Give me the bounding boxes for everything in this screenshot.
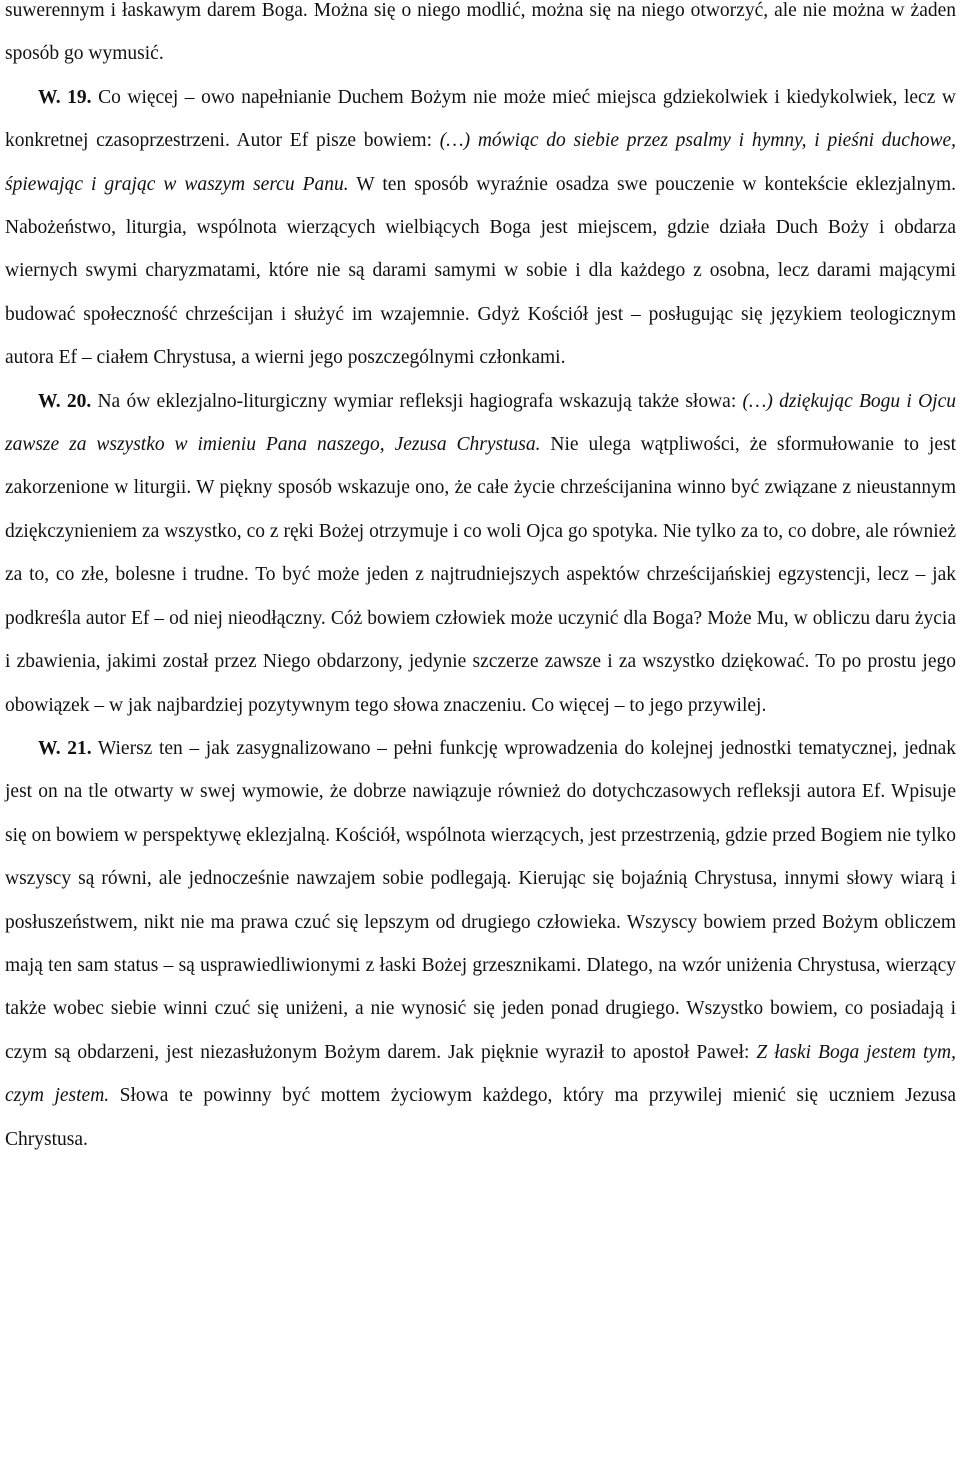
scripture-quote: (…) mówiąc do siebie przez psalmy i hymny, i pieśni duchowe, śpiewając i grając w waszym sercu Panu.	[5, 130, 956, 195]
paragraph-verse-19	[5, 76, 956, 380]
paragraph-text: Wiersz ten – jak zasygnalizowano – pełni funkcję wprowadzenia do kolejnej jednostki tematycznej, jednak jest on na tle otwarty w swej wymowie, że dobrze nawiązuje również do dotychczasowych refleksji autora Ef. Wpisuje się on bowiem w perspektywę eklezjalną. Kościół, wspólnota wierzących, jest przestrzenią, gdzie przed Bogiem nie tylko wszyscy są równi, ale jednocześnie nawzajem sobie podlegają. Kierując się bojaźnią Chrystusa, innymi słowy wiarą i posłuszeństwem, nikt nie ma prawa czuć się lepszym od drugiego człowieka. Wszyscy bowiem przed Bożym obliczem mają ten sam status – są usprawiedliwionymi z łaski Bożej grzesznikami. Dlatego, na wzór uniżenia Chrystusa, wierzący także wobec siebie winni czuć się uniżeni, a nie wynosić się jeden ponad drugiego. Wszystko bowiem, co posiadają i czym są obdarzeni, jest niezasłużonym Bożym darem. Jak pięknie wyraził to apostoł Paweł:	[5, 737, 956, 1063]
verse-number: W. 19.	[38, 86, 92, 108]
paragraph-text: Nie ulega wątpliwości, że sformułowanie to jest zakorzenione w liturgii. W piękny sposób wskazuje ono, że całe życie chrześcijanina winno być związane z nieustannym dziękczynieniem za wszystko, co z ręki Bożej otrzymuje i co woli Ojca go spotyka. Nie tylko za to, co dobre, ale również za to, co złe, bolesne i trudne. To być może jeden z najtrudniejszych aspektów chrześcijańskiej egzystencji, lecz – jak podkreśla autor Ef – od niej nieodłączny. Cóż bowiem człowiek może uczynić dla Boga? Może Mu, w obliczu daru życia i zbawienia, jakimi został przez Niego obdarzony, jedynie szczerze zawsze i za wszystko dziękować. To po prostu jego obowiązek – w jak najbardziej pozytywnym tego słowa znaczeniu. Co więcej – to jego przywilej.	[5, 434, 956, 716]
paragraph-text: W ten sposób wyraźnie osadza swe pouczenie w kontekście eklezjalnym. Nabożeństwo, liturgia, wspólnota wierzących wielbiących Boga jest miejscem, gdzie działa Duch Boży i obdarza wiernych swymi charyzmatami, które nie są darami samymi w sobie i dla każdego z osobna, lecz darami mającymi budować społeczność chrześcijan i służyć im wzajemnie. Gdyż Kościół jest – posługując się językiem teologicznym autora Ef – ciałem Chrystusa, a wierni jego poszczególnymi członkami.	[5, 173, 957, 369]
verse-number: W. 20.	[38, 390, 92, 412]
paragraph-continuation	[5, 0, 956, 76]
paragraph-text: suwerennym i łaskawym darem Boga. Można się o niego modlić, można się na niego otworzyć, ale nie można w żaden sposób go wymusić.	[5, 0, 956, 65]
verse-number: W. 21.	[38, 737, 92, 759]
paragraph-text: Co więcej – owo napełnianie Duchem Bożym nie może mieć miejsca gdziekolwiek i kiedykolwiek, lecz w konkretnej czasoprzestrzeni. Autor Ef pisze bowiem:	[5, 86, 956, 152]
paragraph-text: Słowa te powinny być mottem życiowym każdego, który ma przywilej mienić się uczniem Jezusa Chrystusa.	[5, 1085, 956, 1150]
scripture-quote: Z łaski Boga jestem tym, czym jestem.	[5, 1041, 956, 1107]
paragraph-verse-21	[5, 727, 956, 1161]
paragraph-text: Na ów eklezjalno-liturgiczny wymiar refleksji hagiografa wskazują także słowa:	[91, 390, 743, 412]
paragraph-verse-20	[5, 380, 956, 727]
scripture-quote: (…) dziękując Bogu i Ojcu zawsze za wszystko w imieniu Pana naszego, Jezusa Chrystusa.	[5, 390, 956, 456]
